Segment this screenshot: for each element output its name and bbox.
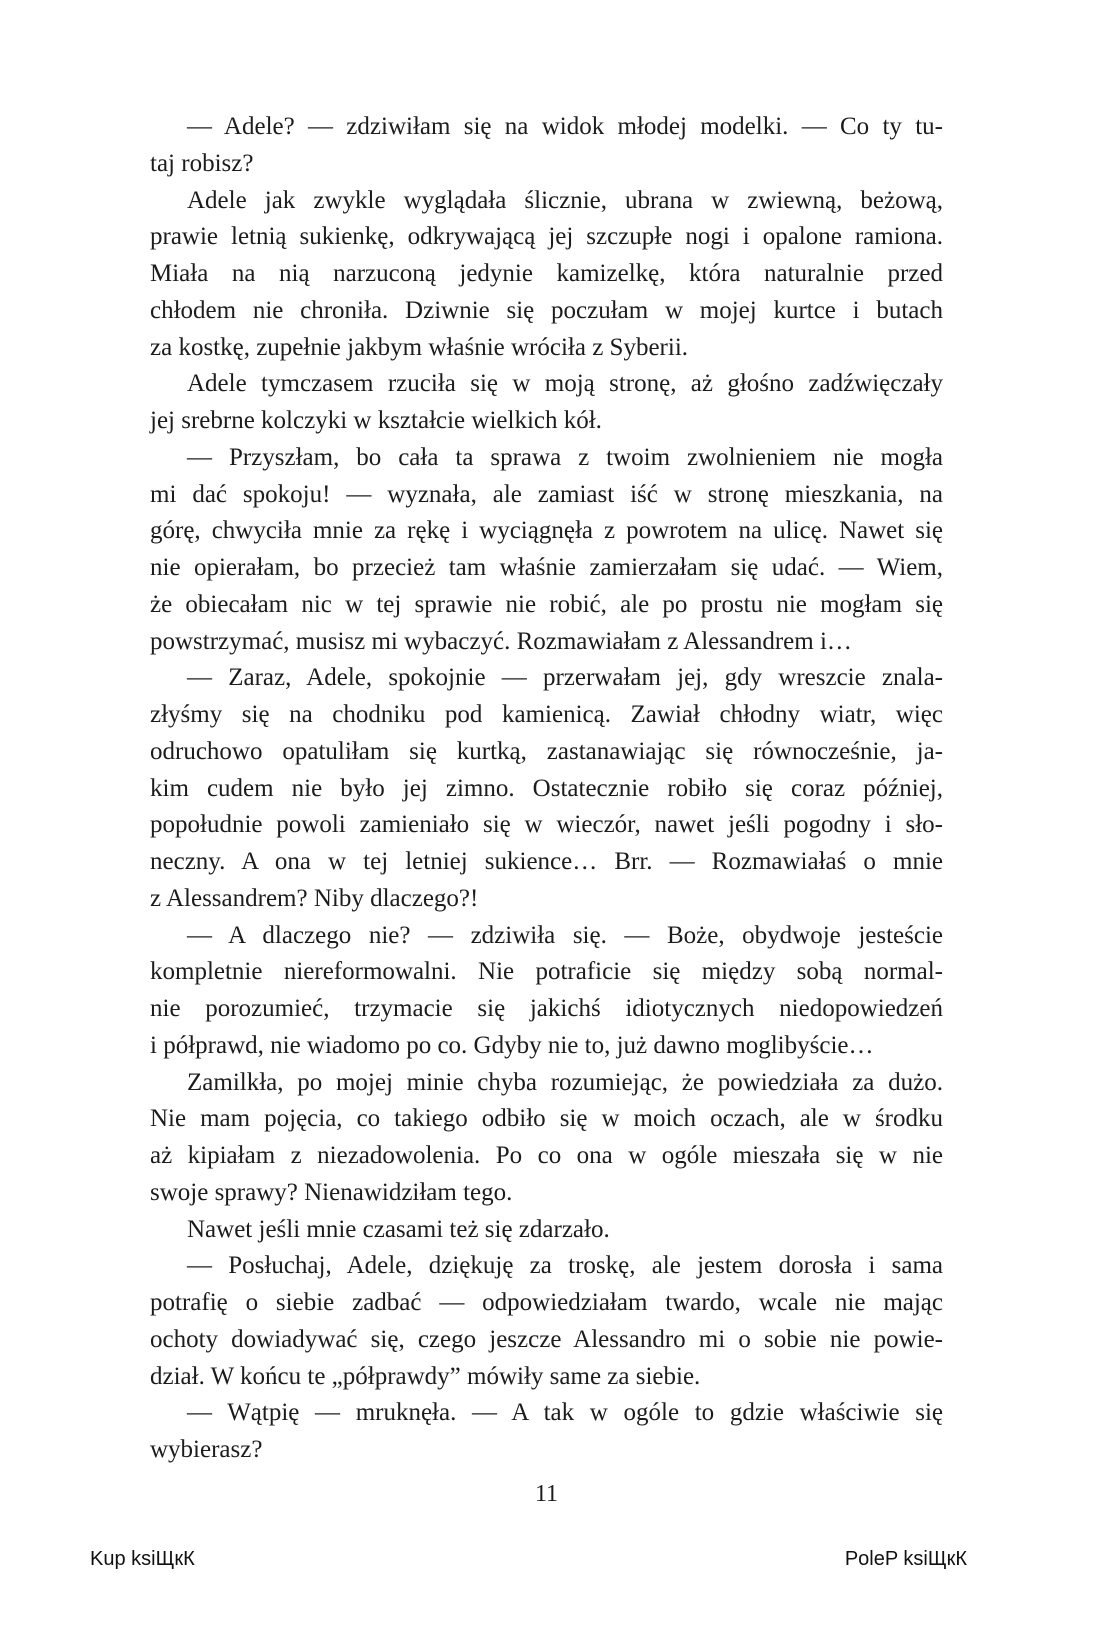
text-line: nie opierałam, bo przecież tam właśnie zamierzałam się udać. — Wiem,	[150, 554, 943, 581]
text-line: — A dlaczego nie? — zdziwiła się. — Boże, obydwoje jesteście	[187, 921, 943, 949]
text-line: taj robisz?	[150, 149, 254, 177]
paragraph	[150, 1212, 943, 1249]
text-line: Zamilkła, po mojej minie chyba rozumiejąc, że powiedziała za dużo.	[187, 1068, 943, 1096]
text-line: Adele jak zwykle wyglądała ślicznie, ubrana w zwiewną, beżową,	[187, 186, 943, 214]
page-number: 11	[534, 1481, 559, 1507]
text-line: aż kipiałam z niezadowolenia. Po co ona w ogóle mieszała się w nie	[150, 1142, 943, 1169]
text-line: z Alessandrem? Niby dlaczego?!	[150, 884, 479, 912]
recommend-book-link[interactable]: PoleP ksiЩкК	[844, 1548, 967, 1570]
text-line: Nie mam pojęcia, co takiego odbiło się w moich oczach, ale w środku	[150, 1105, 943, 1133]
text-line: odruchowo opatuliłam się kurtką, zastanawiając się równocześnie, ja-	[150, 737, 943, 765]
text-line: prawie letnią sukienkę, odkrywającą jej szczupłe nogi i opalone ramiona.	[150, 223, 943, 251]
text-line: neczny. A ona w tej letniej sukience… Brr. — Rozmawiałaś o mnie	[150, 848, 943, 875]
text-line: popołudnie powoli zamieniało się w wieczór, nawet jeśli pogodny i sło-	[150, 811, 943, 839]
text-line: za kostkę, zupełnie jakbym właśnie wróciła z Syberii.	[150, 333, 689, 361]
text-line: chłodem nie chroniła. Dziwnie się poczułam w mojej kurtce i butach	[150, 296, 943, 324]
text-line: ochoty dowiadywać się, czego jeszcze Alessandro mi o sobie nie powie-	[150, 1325, 943, 1353]
text-line: i półprawd, nie wiadomo po co. Gdyby nie to, już dawno moglibyście…	[150, 1031, 874, 1059]
text-line: złyśmy się na chodniku pod kamienicą. Zawiał chłodny wiatr, więc	[150, 701, 943, 728]
text-line: powstrzymać, musisz mi wybaczyć. Rozmawiałam z Alessandrem i…	[150, 627, 852, 655]
text-line: — Przyszłam, bo cała ta sprawa z twoim zwolnieniem nie mogła	[187, 443, 943, 471]
paragraph	[150, 1248, 943, 1395]
text-line: — Zaraz, Adele, spokojnie — przerwałam jej, gdy wreszcie znala-	[187, 664, 943, 692]
paragraph	[150, 440, 943, 661]
text-line: kompletnie niereformowalni. Nie potraficie się między sobą normal-	[150, 958, 943, 986]
text-line: Adele tymczasem rzuciła się w moją stronę, aż głośno zadźwięczały	[187, 370, 943, 398]
paragraph	[150, 1395, 943, 1469]
body-text	[150, 109, 943, 1469]
paragraph	[150, 183, 943, 367]
text-line: nie porozumieć, trzymacie się jakichś idiotycznych niedopowiedzeń	[150, 995, 943, 1022]
paragraph	[150, 660, 943, 917]
text-line: Nawet jeśli mnie czasami też się zdarzało.	[187, 1215, 610, 1243]
text-line: kim cudem nie było jej zimno. Ostatecznie robiło się coraz później,	[150, 774, 943, 802]
text-line: że obiecałam nic w tej sprawie nie robić, ale po prostu nie mogłam się	[150, 590, 943, 618]
text-line: — Posłuchaj, Adele, dziękuję za troskę, ale jestem dorosła i sama	[187, 1252, 943, 1280]
paragraph	[150, 918, 943, 1065]
text-line: — Adele? — zdziwiłam się na widok młodej modelki. — Co ty tu-	[187, 113, 943, 140]
text-line: wybierasz?	[150, 1436, 263, 1463]
text-line: potrafię o siebie zadbać — odpowiedziałam twardo, wcale nie mając	[150, 1289, 943, 1316]
paragraph	[150, 1065, 943, 1212]
buy-book-link[interactable]: Kup ksiЩкК	[90, 1548, 195, 1570]
text-line: górę, chwyciła mnie za rękę i wyciągnęła z powrotem na ulicę. Nawet się	[150, 517, 943, 545]
text-line: Miała na nią narzuconą jedynie kamizelkę, która naturalnie przed	[150, 260, 943, 287]
text-line: swoje sprawy? Nienawidziłam tego.	[150, 1178, 513, 1206]
text-line: — Wątpię — mruknęła. — A tak w ogóle to gdzie właściwie się	[187, 1399, 943, 1427]
paragraph	[150, 109, 943, 183]
text-line: dział. W końcu te „półprawdy” mówiły same za siebie.	[150, 1362, 701, 1390]
text-line: mi dać spokoju! — wyznała, ale zamiast iść w stronę mieszkania, na	[150, 480, 943, 508]
paragraph	[150, 366, 943, 440]
text-line: jej srebrne kolczyki w kształcie wielkich kół.	[150, 407, 602, 434]
